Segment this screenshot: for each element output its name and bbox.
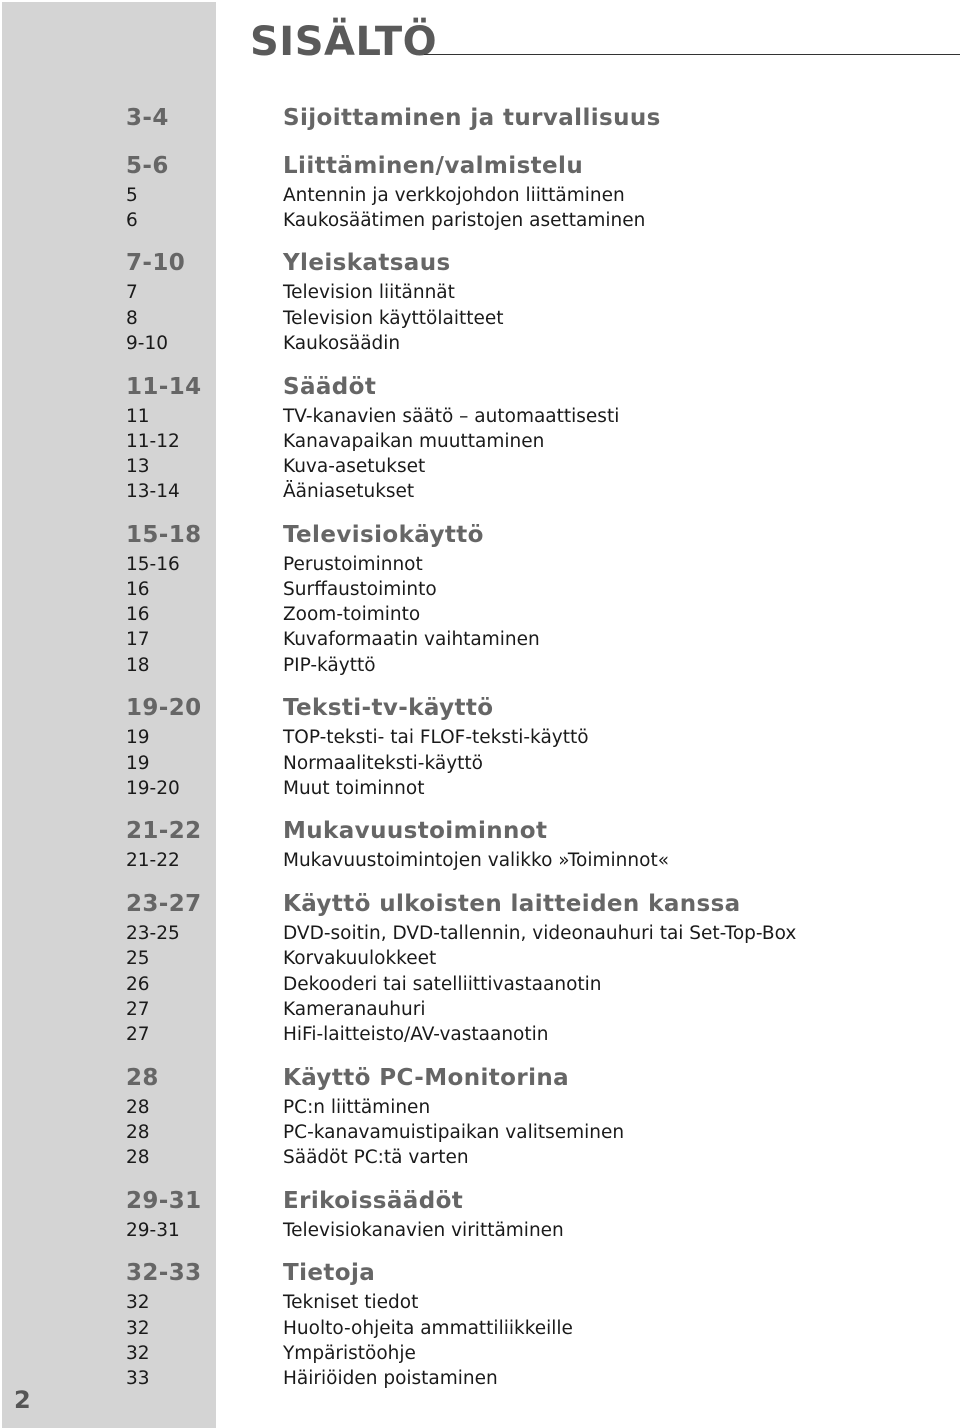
entry-title: Normaaliteksti-käyttö xyxy=(283,752,483,774)
entry-title: PIP-käyttö xyxy=(283,654,376,676)
entry-pages: 28 xyxy=(126,1121,150,1143)
entry-title: DVD-soitin, DVD-tallennin, videonauhuri tai Set-Top-Box xyxy=(283,923,797,945)
entry-title: Kuva-asetukset xyxy=(283,455,426,477)
toc-entry xyxy=(0,577,960,602)
toc-entry xyxy=(0,1145,960,1170)
entry-title: Kanavapaikan muuttaminen xyxy=(283,430,545,452)
section-pages: 29-31 xyxy=(126,1187,202,1214)
toc-entry xyxy=(0,208,960,233)
entry-title: PC-kanavamuistipaikan valitseminen xyxy=(283,1121,625,1143)
section-title: Säädöt xyxy=(283,373,377,400)
entry-pages: 32 xyxy=(126,1317,150,1339)
entry-title: Muut toiminnot xyxy=(283,777,425,799)
toc-entry xyxy=(0,429,960,454)
entry-pages: 5 xyxy=(126,184,138,206)
entry-pages: 27 xyxy=(126,1023,150,1045)
toc-entry xyxy=(0,751,960,776)
entry-title: Zoom-toiminto xyxy=(283,604,421,626)
section-title: Sijoittaminen ja turvallisuus xyxy=(283,105,661,131)
entry-title: Antennin ja verkkojohdon liittäminen xyxy=(283,184,625,206)
section-heading xyxy=(0,1189,960,1214)
toc-entry xyxy=(0,454,960,479)
toc-entry xyxy=(0,848,960,873)
entry-pages: 33 xyxy=(126,1368,150,1389)
entry-pages: 11-12 xyxy=(126,430,180,452)
toc-entry xyxy=(0,972,960,997)
entry-title: Säädöt PC:tä varten xyxy=(283,1147,469,1168)
entry-title: Mukavuustoimintojen valikko »Toiminnot« xyxy=(283,850,670,872)
entry-title: Dekooderi tai satelliittivastaanotin xyxy=(283,973,602,995)
toc-entry xyxy=(0,627,960,652)
section-title: Televisiokäyttö xyxy=(283,521,484,548)
section-heading xyxy=(0,523,960,548)
entry-title: TOP-teksti- tai FLOF-teksti-käyttö xyxy=(283,727,589,749)
section-title: Erikoissäädöt xyxy=(283,1187,464,1214)
entry-pages: 28 xyxy=(126,1147,150,1168)
entry-pages: 15-16 xyxy=(126,553,180,575)
section-pages: 11-14 xyxy=(126,373,202,400)
entry-title: TV-kanavien säätö – automaattisesti xyxy=(283,405,620,427)
toc-entry xyxy=(0,921,960,946)
entry-pages: 17 xyxy=(126,629,150,651)
entry-title: PC:n liittäminen xyxy=(283,1096,431,1118)
entry-pages: 19 xyxy=(126,752,150,774)
entry-pages: 16 xyxy=(126,604,150,626)
entry-pages: 8 xyxy=(126,307,138,329)
section-heading xyxy=(0,375,960,400)
entry-pages: 19 xyxy=(126,727,150,749)
section-heading xyxy=(0,1261,960,1286)
toc-entry xyxy=(0,1022,960,1047)
entry-title: Kameranauhuri xyxy=(283,998,426,1020)
toc-entry xyxy=(0,280,960,305)
entry-title: Television käyttölaitteet xyxy=(283,307,504,329)
section-heading xyxy=(0,251,960,276)
entry-title: Korvakuulokkeet xyxy=(283,948,437,970)
page-number: 2 xyxy=(14,1386,31,1414)
entry-title: Häiriöiden poistaminen xyxy=(283,1368,498,1389)
toc-entry xyxy=(0,1218,960,1243)
entry-title: Huolto-ohjeita ammattiliikkeille xyxy=(283,1317,573,1339)
section-pages: 21-22 xyxy=(126,818,202,845)
section-title: Käyttö PC-Monitorina xyxy=(283,1064,570,1091)
entry-pages: 27 xyxy=(126,998,150,1020)
toc-entry xyxy=(0,183,960,208)
entry-title: Perustoiminnot xyxy=(283,553,423,575)
entry-pages: 32 xyxy=(126,1292,150,1314)
entry-title: Kuvaformaatin vaihtaminen xyxy=(283,629,540,651)
entry-pages: 32 xyxy=(126,1342,150,1364)
entry-title: HiFi-laitteisto/AV-vastaanotin xyxy=(283,1023,549,1045)
section-title: Käyttö ulkoisten laitteiden kanssa xyxy=(283,891,741,918)
toc-entry xyxy=(0,479,960,504)
toc-entry xyxy=(0,404,960,429)
section-heading xyxy=(0,154,960,179)
toc-entry xyxy=(0,306,960,331)
toc-entry xyxy=(0,602,960,627)
entry-pages: 16 xyxy=(126,579,150,600)
section-title: Liittäminen/valmistelu xyxy=(283,152,584,179)
section-title: Mukavuustoiminnot xyxy=(283,818,548,845)
section-heading xyxy=(0,1066,960,1091)
section-heading xyxy=(0,106,960,131)
entry-pages: 23-25 xyxy=(126,923,180,945)
section-pages: 23-27 xyxy=(126,891,202,918)
section-pages: 5-6 xyxy=(126,152,169,179)
section-heading xyxy=(0,819,960,844)
section-heading xyxy=(0,892,960,917)
section-pages: 19-20 xyxy=(126,695,202,722)
entry-title: Surffaustoiminto xyxy=(283,579,437,600)
toc-entry xyxy=(0,552,960,577)
section-pages: 3-4 xyxy=(126,105,169,131)
entry-pages: 25 xyxy=(126,948,150,970)
entry-pages: 19-20 xyxy=(126,777,180,799)
section-pages: 15-18 xyxy=(126,521,202,548)
entry-pages: 18 xyxy=(126,654,150,676)
entry-pages: 26 xyxy=(126,973,150,995)
entry-pages: 9-10 xyxy=(126,332,168,354)
toc-entry xyxy=(0,946,960,971)
entry-title: Ääniasetukset xyxy=(283,481,415,503)
toc-entry xyxy=(0,1120,960,1145)
entry-title: Tekniset tiedot xyxy=(283,1292,419,1314)
entry-pages: 11 xyxy=(126,405,150,427)
section-title: Tietoja xyxy=(283,1260,376,1287)
toc-entry xyxy=(0,725,960,750)
entry-title: Television liitännät xyxy=(283,282,455,304)
section-pages: 28 xyxy=(126,1064,159,1091)
entry-pages: 7 xyxy=(126,282,138,304)
entry-title: Kaukosäätimen paristojen asettaminen xyxy=(283,209,646,231)
section-title: Yleiskatsaus xyxy=(283,250,451,277)
section-pages: 7-10 xyxy=(126,250,186,277)
toc-entry xyxy=(0,1316,960,1341)
entry-title: Televisiokanavien virittäminen xyxy=(283,1219,564,1241)
entry-pages: 13 xyxy=(126,455,150,477)
entry-pages: 13-14 xyxy=(126,481,180,503)
toc-entry xyxy=(0,331,960,356)
entry-title: Kaukosäädin xyxy=(283,332,401,354)
toc-entry xyxy=(0,776,960,801)
section-heading xyxy=(0,696,960,721)
toc-entry xyxy=(0,1366,960,1391)
toc-entry xyxy=(0,1341,960,1366)
toc-entry xyxy=(0,1095,960,1120)
section-pages: 32-33 xyxy=(126,1260,202,1287)
toc-entry xyxy=(0,1290,960,1315)
page-title: SISÄLTÖ xyxy=(250,19,438,65)
toc-entry xyxy=(0,653,960,678)
entry-title: Ympäristöohje xyxy=(283,1342,416,1364)
toc-entry xyxy=(0,997,960,1022)
section-title: Teksti-tv-käyttö xyxy=(283,695,494,722)
entry-pages: 21-22 xyxy=(126,850,180,872)
entry-pages: 6 xyxy=(126,209,138,231)
entry-pages: 29-31 xyxy=(126,1219,180,1241)
entry-pages: 28 xyxy=(126,1096,150,1118)
